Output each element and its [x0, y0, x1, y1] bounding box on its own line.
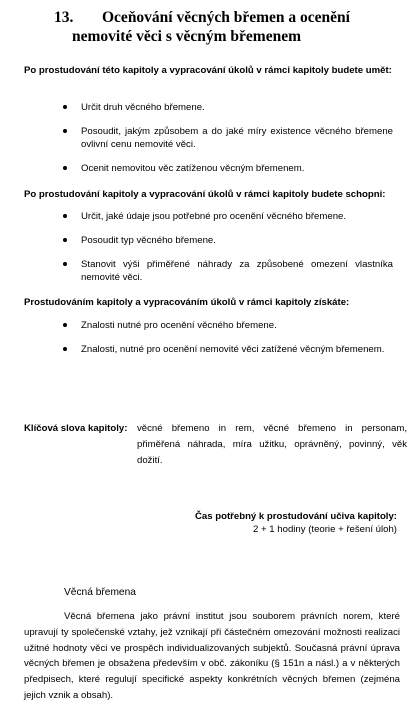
list-item [0, 234, 393, 247]
list-item-text: Ocenit nemovitou věc zatíženou věcným břemenem. [81, 163, 305, 174]
list-item-text: Určit druh věcného břemene. [81, 102, 205, 113]
list-item-text: Určit, jaké údaje jsou potřebné pro ocenění věcného břemene. [81, 211, 347, 222]
bullet-list-ziskate [0, 319, 417, 356]
list-item-text: Posoudit, jakým způsobem a do jaké míry existence věcného břemene ovlivní cenu nemovité věci. [81, 126, 393, 150]
body-paragraph: Věcná břemena jako právní institut jsou souborem právních norem, které upravují ty společenské vztahy, jež vznikají při částečném omezování možnosti realizaci užitné hodnoty věci ve prospěch individualizovaných subjektů. Současná právní úprava věcných břemen je obsažena především v obč. zákoníku (§ 151n a násl.) a v některých předpisech, které regulují specifické aspekty konkrétních věcných břemen (zejména jejich vznik a obsah). [24, 611, 400, 701]
bullet-icon [63, 214, 67, 218]
bullet-icon [63, 105, 67, 109]
bullet-list-umet [0, 101, 417, 175]
bullet-icon [63, 238, 67, 242]
bullet-icon [63, 166, 67, 170]
chapter-number: 13. [54, 9, 74, 26]
bullet-icon [63, 347, 67, 351]
chapter-title-line1: Oceňování věcných břemen a ocenění [102, 9, 350, 26]
bullet-icon [63, 129, 67, 133]
list-item [0, 258, 393, 284]
bullet-list-schopni [0, 210, 417, 284]
list-item [0, 125, 393, 151]
subheading: Věcná břemena [64, 587, 136, 598]
list-item-text: Znalosti nutné pro ocenění věcného břemene. [81, 320, 277, 331]
section-heading-umet: Po prostudování této kapitoly a vypracování úkolů v rámci kapitoly budete umět: [24, 65, 392, 76]
list-item [0, 210, 393, 223]
study-time-label: Čas potřebný k prostudování učiva kapitoly: [194, 511, 397, 522]
section-heading-ziskate: Prostudováním kapitoly a vypracováním úkolů v rámci kapitoly získáte: [24, 297, 350, 308]
study-time-value: 2 + 1 hodiny (teorie + řešení úloh) [253, 524, 397, 535]
list-item [0, 101, 393, 114]
chapter-title [30, 8, 400, 46]
section-heading-schopni: Po prostudování kapitoly a vypracování úkolů v rámci kapitoly budete schopni: [24, 189, 386, 200]
keywords-label: Klíčová slova kapitoly: [24, 423, 128, 434]
list-item-text: Znalosti, nutné pro ocenění nemovité věci zatížené věcným břemenem. [81, 344, 385, 355]
chapter-title-line2: nemovité věci s věcným břemenem [72, 28, 301, 45]
study-time-block [137, 510, 397, 536]
list-item [0, 162, 393, 175]
bullet-icon [63, 262, 67, 266]
list-item [0, 343, 393, 356]
bullet-icon [63, 323, 67, 327]
keywords-text: věcné břemeno in rem, věcné břemeno in personam, přiměřená náhrada, míra užitku, oprávněný, povinný, věk dožití. [137, 423, 407, 466]
list-item-text: Stanovit výši přiměřené náhrady za způsobené omezení vlastníka nemovité věci. [81, 259, 393, 283]
list-item-text: Posoudit typ věcného břemene. [81, 235, 216, 246]
list-item [0, 319, 393, 332]
